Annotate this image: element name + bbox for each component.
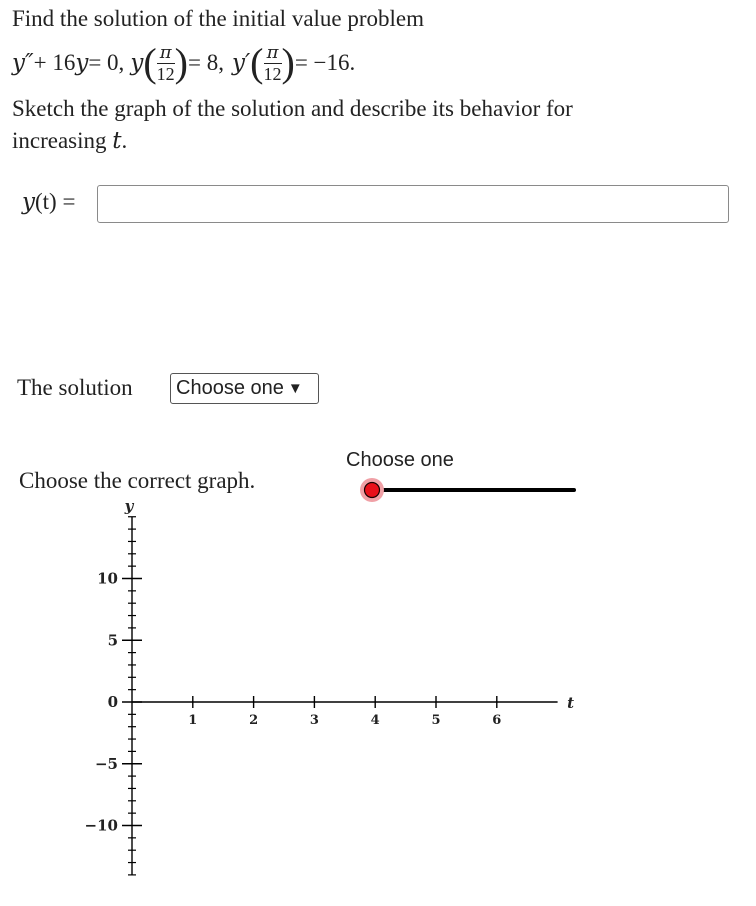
x-tick-label: 2 [249,713,259,728]
left-paren: ( [250,40,264,85]
y-tick-label: 10 [97,569,118,588]
fraction-pi-over-12 [263,41,282,84]
x-tick-label: 1 [188,713,198,728]
cond1-y: y [130,50,144,76]
y-tick-label: 5 [107,631,118,650]
fraction-numerator: π [157,44,175,64]
right-paren: ) [174,40,188,85]
y-tick-label: −10 [84,816,118,835]
solution-prefix: The solution [17,375,133,400]
answer-input[interactable] [97,185,729,223]
slider-knob[interactable] [365,483,380,498]
x-tick-label: 6 [492,713,502,728]
graph-slider-label: Choose one [346,449,454,471]
fraction-pi-over-12 [156,41,175,84]
solution-graph [0,500,600,890]
fraction-denominator: 12 [156,63,175,84]
answer-label-equals: = [56,189,76,214]
y-axis-label: y [124,500,134,515]
answer-label-t: (t) [35,189,57,214]
sketch-instruction-line2 [12,128,127,154]
eq-y-double-prime: y″ [12,50,34,76]
graph-prompt: Choose the correct graph. [19,468,256,493]
cond1-value: = 8, [187,50,224,75]
x-tick-label: 4 [370,713,380,728]
dropdown-arrow-icon: ▼ [287,380,303,397]
sketch-instruction-line1: Sketch the graph of the solution and describe its behavior for [12,96,573,121]
left-paren: ( [143,40,157,85]
problem-intro: Find the solution of the initial value problem [12,6,425,31]
initial-value-equation [12,38,355,88]
x-axis-label: t [567,694,575,712]
cond2-y-prime: y′ [231,50,251,76]
eq-y: y [75,50,89,76]
y-tick-label: 0 [107,693,118,711]
eq-plus-16: + 16 [33,50,76,75]
answer-label-y: y [22,189,35,215]
cond2-value: = −16. [294,50,356,75]
answer-label [22,189,75,215]
sketch-line2-text: increasing [12,128,113,153]
x-tick-label: 3 [309,713,319,728]
solution-behavior-select[interactable] [170,373,319,404]
fraction-numerator: π [264,44,282,64]
sketch-line2-period: . [121,128,128,153]
x-tick-label: 5 [431,713,441,728]
right-paren: ) [281,40,295,85]
y-tick-label: −5 [94,754,118,773]
fraction-denominator: 12 [263,63,282,84]
eq-equals-zero: = 0, [88,50,125,75]
select-value: Choose one [176,377,284,399]
variable-t: t [112,128,122,154]
